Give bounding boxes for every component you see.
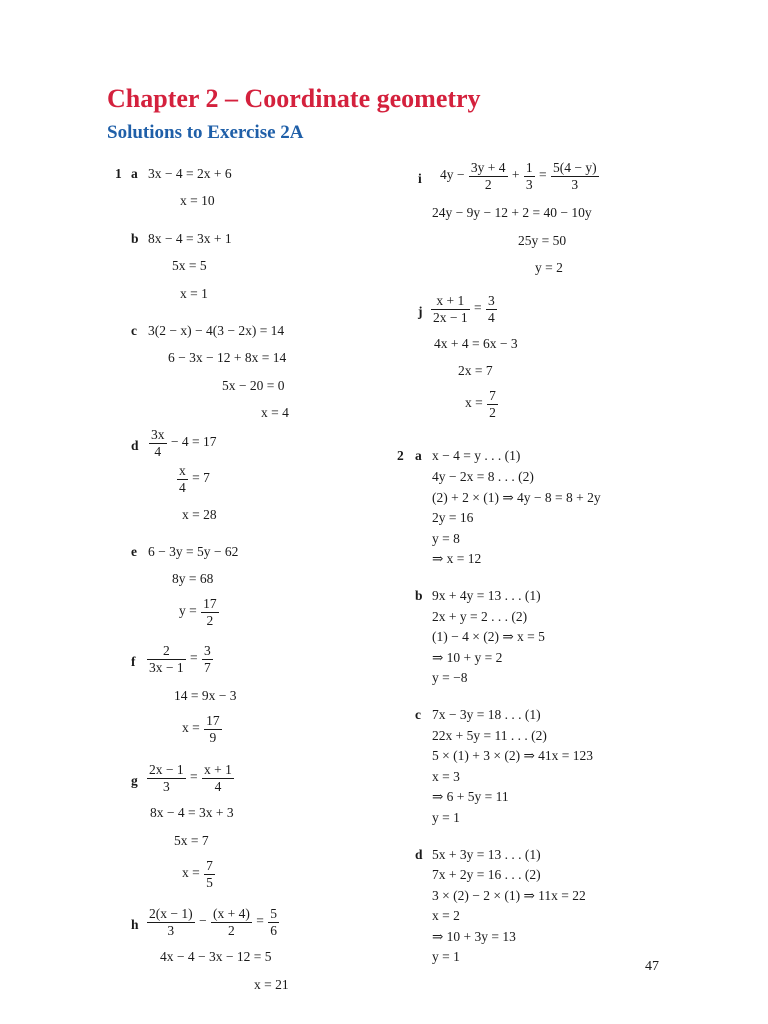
solution-line: 2x + y = 2 . . . (2) [432, 609, 528, 624]
solution-line: 3x − 4 = 2x + 6 [148, 166, 232, 181]
fraction: $\frac{7}{5}$ [206, 858, 213, 890]
solution-line: 6 − 3x − 12 + 8x = 14 [168, 350, 287, 365]
solution-line: x = 21 [254, 977, 289, 992]
equation-line: $\frac{2x - 1}{3}$ = $\frac{x + 1}{4}$ [149, 762, 232, 794]
solution-line: ⇒ 10 + y = 2 [432, 650, 503, 665]
solution-line: y = 8 [432, 531, 460, 546]
solution-line: 8x − 4 = 3x + 3 [150, 805, 234, 820]
equation-line: $\frac{2(x - 1)}{3}$ − $\frac{(x + 4)}{2}$ = $\frac{5}{6}$ [149, 906, 277, 938]
part-label-2d: d [415, 847, 423, 862]
equation-line: $\frac{3x}{4}$ − 4 = 17 [151, 427, 217, 459]
solution-line: 9x + 4y = 13 . . . (1) [432, 588, 541, 603]
exercise-title: Solutions to Exercise 2A [107, 122, 304, 143]
solution-line: ⇒ 10 + 3y = 13 [432, 929, 516, 944]
solution-line: y = 1 [432, 949, 460, 964]
solution-line: x = 28 [182, 507, 217, 522]
equation-line: $\frac{2}{3x - 1}$ = $\frac{3}{7}$ [149, 643, 211, 675]
fraction: $\frac{x + 1}{4}$ [204, 762, 232, 794]
solution-line: 2y = 16 [432, 510, 474, 525]
fraction: $\frac{5(4 - y)}{3}$ [553, 160, 597, 192]
solution-line: 7x − 3y = 18 . . . (1) [432, 707, 541, 722]
fraction: $\frac{(x + 4)}{2}$ [212, 906, 250, 938]
solution-line: x = 1 [180, 286, 208, 301]
solution-line: 25y = 50 [518, 233, 567, 248]
solution-line: (2) + 2 × (1) ⇒ 4y − 8 = 8 + 2y [432, 490, 601, 505]
solution-line: 3(2 − x) − 4(3 − 2x) = 14 [148, 323, 285, 338]
solution-line: x = 2 [432, 908, 460, 923]
fraction: $\frac{5}{6}$ [270, 906, 277, 938]
solution-line: 8y = 68 [172, 571, 214, 586]
solution-line: 4x − 4 − 3x − 12 = 5 [160, 949, 272, 964]
solution-line: y = 2 [535, 260, 563, 275]
fraction: $\frac{1}{3}$ [525, 160, 533, 192]
fraction: $\frac{2(x - 1)}{3}$ [149, 906, 193, 938]
part-label-1e: e [131, 544, 137, 559]
solution-line: 24y − 9y − 12 + 2 = 40 − 10y [432, 205, 592, 220]
solution-line: 4y − 2x = 8 . . . (2) [432, 469, 534, 484]
solution-line: x = 10 [180, 193, 215, 208]
solution-line: 14 = 9x − 3 [174, 688, 237, 703]
equation-line: x = $\frac{7}{5}$ [182, 858, 213, 890]
page-number: 47 [645, 959, 659, 974]
part-label-2c: c [415, 707, 421, 722]
solution-line: 4x + 4 = 6x − 3 [434, 336, 518, 351]
part-label-1d: d [131, 438, 139, 453]
fraction: $\frac{2x - 1}{3}$ [149, 762, 184, 794]
solution-line: 7x + 2y = 16 . . . (2) [432, 867, 541, 882]
solution-line: x = 4 [261, 405, 289, 420]
part-label-1i: i [418, 171, 422, 186]
fraction: $\frac{x + 1}{2x - 1}$ [433, 293, 468, 325]
solution-line: 8x − 4 = 3x + 1 [148, 231, 232, 246]
equation-line: $\frac{x + 1}{2x - 1}$ = $\frac{3}{4}$ [433, 293, 495, 325]
solution-line: 6 − 3y = 5y − 62 [148, 544, 239, 559]
fraction: $\frac{3y + 4}{2}$ [470, 160, 506, 192]
fraction: $\frac{3}{7}$ [204, 643, 211, 675]
equation-line: x = $\frac{7}{2}$ [465, 388, 496, 420]
equation-line: $\frac{x}{4}$ = 7 [179, 463, 210, 495]
part-label-1b: b [131, 231, 139, 246]
part-label-1g: g [131, 773, 138, 788]
fraction: $\frac{x}{4}$ [179, 463, 186, 495]
part-label-1a: a [131, 166, 138, 181]
fraction: $\frac{17}{9}$ [206, 713, 220, 745]
solution-line: x = 3 [432, 769, 460, 784]
part-label-1f: f [131, 654, 136, 669]
solution-line: ⇒ x = 12 [432, 551, 482, 566]
solution-line: 5x + 3y = 13 . . . (1) [432, 847, 541, 862]
solution-line: 3 × (2) − 2 × (1) ⇒ 11x = 22 [432, 888, 586, 903]
question-number-1: 1 [115, 166, 122, 181]
solution-line: 5x − 20 = 0 [222, 378, 285, 393]
part-label-1j: j [418, 304, 423, 319]
solution-line: 5 × (1) + 3 × (2) ⇒ 41x = 123 [432, 748, 593, 763]
solution-line: 22x + 5y = 11 . . . (2) [432, 728, 547, 743]
part-label-2b: b [415, 588, 423, 603]
part-label-1h: h [131, 917, 139, 932]
fraction: $\frac{2}{3x - 1}$ [149, 643, 184, 675]
solution-line: 5x = 5 [172, 258, 207, 273]
part-label-1c: c [131, 323, 137, 338]
solution-line: 5x = 7 [174, 833, 209, 848]
fraction: $\frac{17}{2}$ [203, 596, 217, 628]
equation-line: y = $\frac{17}{2}$ [179, 596, 217, 628]
chapter-title: Chapter 2 – Coordinate geometry [107, 84, 481, 113]
part-label-2a: a [415, 448, 422, 463]
solution-line: ⇒ 6 + 5y = 11 [432, 789, 509, 804]
solution-line: y = −8 [432, 670, 468, 685]
solution-line: y = 1 [432, 810, 460, 825]
question-number-2: 2 [397, 448, 404, 463]
solution-line: 2x = 7 [458, 363, 493, 378]
solution-line: x − 4 = y . . . (1) [432, 448, 521, 463]
fraction: $\frac{3x}{4}$ [151, 427, 165, 459]
solution-line: (1) − 4 × (2) ⇒ x = 5 [432, 629, 545, 644]
fraction: $\frac{7}{2}$ [489, 388, 496, 420]
equation-line: 4y − $\frac{3y + 4}{2}$ + $\frac{1}{3}$ = $\frac{5(4 - y)}{3}$ [440, 160, 597, 192]
equation-line: x = $\frac{17}{9}$ [182, 713, 220, 745]
fraction: $\frac{3}{4}$ [488, 293, 495, 325]
